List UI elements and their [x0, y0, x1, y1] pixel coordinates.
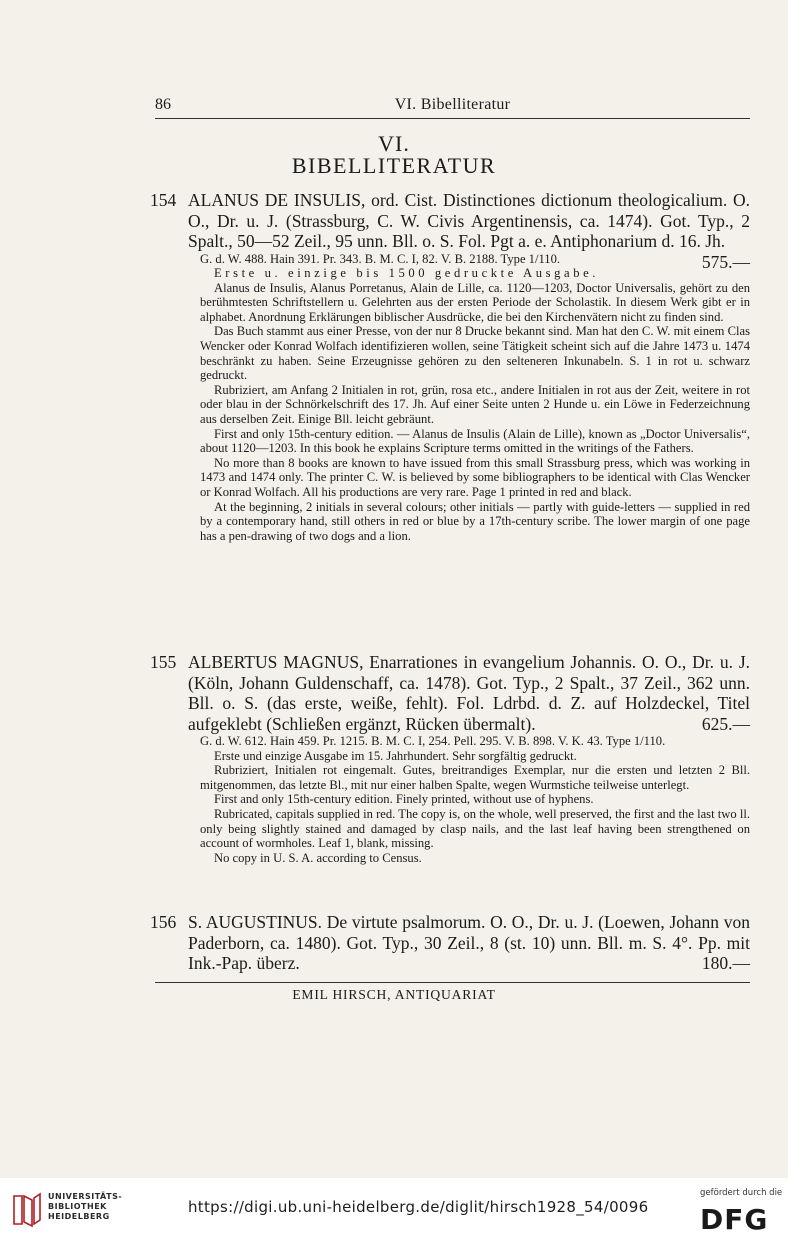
note-paragraph: Alanus de Insulis, Alanus Porretanus, Alain de Lille, ca. 1120—1203, Doctor Universalis, gehört zu den berühmtesten Schriftstellern u. Gelehrten aus der ersten Periode der Scholastik. In diesem Werk gibt er in alphabet. Anordnung Erklärungen biblischer Ausdrücke, die bei den Kirchenvätern nicht zu finden sind. — [200, 280, 750, 324]
university-library-logo-icon[interactable] — [10, 1190, 44, 1230]
note-references: G. d. W. 488. Hain 391. Pr. 343. B. M. C. I, 82. V. B. 2188. Type 1/110. — [200, 251, 561, 266]
entry-title-text: S. AUGUSTINUS. De virtute psalmorum. O. O., Dr. u. J. (Loewen, Johann von Paderborn, ca. 1480). Got. Typ., 30 Zeil., 8 (st. 10) unn. Bll. m. S. 4°. Pp. mit Ink.-Pap. überz. — [188, 912, 750, 973]
chapter-title: BIBELLITERATUR — [291, 153, 497, 178]
catalog-entry — [150, 912, 750, 974]
note-references: G. d. W. 612. Hain 459. Pr. 1215. B. M. C. I, 254. Pell. 295. V. B. 898. V. K. 43. Type 1/110. — [200, 734, 666, 748]
viewer-footer-bar — [0, 1178, 788, 1238]
header-rule — [155, 118, 750, 119]
entry-price: 575.— — [701, 251, 750, 272]
note-edition: Erste u. einzige bis 1500 gedruckte Ausgabe. — [214, 266, 600, 281]
footer-rule — [155, 982, 750, 983]
entry-title-text: ALBERTUS MAGNUS, Enarrationes in evangelium Johannis. O. O., Dr. u. J. (Köln, Johann Guldenschaff, ca. 1478). Got. Typ., 2 Spalt., 37 Zeil., 362 unn. Bll. o. S. (das erste, weiße, fehlt). Fol. Ldrbd. d. Z. auf Holzdeckel, Titel aufgeklebt (Schließen ergänzt, Rücken übermalt). — [188, 652, 750, 734]
entry-title-text: ALANUS DE INSULIS, ord. Cist. Distinctiones dictionum theologicalium. O. O., Dr. u. J. (Strassburg, C. W. Civis Argentinensis, ca. 1474). Got. Typ., 2 Spalt., 50—52 Zeil., 95 unn. Bll. o. S. Fol. Pgt a. e. Antiphonarium d. 16. Jh. — [188, 190, 750, 251]
entry-title — [188, 912, 750, 974]
catalog-entry — [150, 652, 750, 865]
note-paragraph: At the beginning, 2 initials in several colours; other initials — partly with guide-letters — supplied in red by a contemporary hand, still others in red or blue by a 17th-century scribe. The lower margin of one page has a pen-drawing of two dogs and a lion. — [200, 499, 750, 543]
page-number: 86 — [155, 96, 171, 113]
institution-name[interactable] — [48, 1192, 122, 1222]
institution-line: UNIVERSITÄTS- — [48, 1192, 123, 1201]
chapter-number: VI. — [378, 131, 410, 156]
institution-line: HEIDELBERG — [48, 1212, 110, 1221]
entry-number: 154 — [150, 190, 177, 210]
note-paragraph: Rubriziert, am Anfang 2 Initialen in rot, grün, rosa etc., andere Initialen in rot aus der Zeit, weitere in rot oder blau in der Schnörkelschrift des 17. Jh. Auf einer Seite unten 2 Hunde u. ein Löwe in Federzeichnung aus derselben Zeit. Einige Bll. leicht gebräunt. — [200, 382, 750, 427]
dfg-logo[interactable]: DFG — [700, 1203, 769, 1236]
note-paragraph: No more than 8 books are known to have issued from this small Strassburg press, which was working in 1473 and 1474 only. The printer C. W. is believed by some bibliographers to be identical with Clas Wencker or Konrad Wolfach. All his productions are very rare. Page 1 printed in red and black. — [200, 455, 750, 499]
permalink-url[interactable]: https://digi.ub.uni-heidelberg.de/diglit/hirsch1928_54/0096 — [188, 1198, 649, 1216]
catalog-entry — [150, 190, 750, 543]
note-paragraph: Das Buch stammt aus einer Presse, von der nur 8 Drucke bekannt sind. Man hat den C. W. mit einem Clas Wencker oder Konrad Wolfach identifizieren wollen, seine Tätigkeit scheint sich auf die Jahre 1473 u. 1474 beschränkt zu haben. Seine Erzeugnisse gehören zu den selteneren Inkunabeln. S. 1 in rot u. schwarz gedruckt. — [200, 324, 750, 383]
entry-notes — [200, 252, 750, 544]
note-paragraph: No copy in U. S. A. according to Census. — [214, 850, 422, 865]
running-title: VI. Bibelliteratur — [394, 96, 511, 113]
entry-number: 156 — [150, 912, 177, 932]
funding-note: gefördert durch die — [700, 1188, 783, 1198]
entry-notes — [200, 734, 750, 865]
note-edition: Erste und einzige Ausgabe im 15. Jahrhundert. Sehr sorgfältig gedruckt. — [214, 748, 577, 763]
entry-price: 625.— — [701, 713, 750, 734]
entry-number: 155 — [150, 652, 177, 672]
note-paragraph: Rubriziert, Initialen rot eingemalt. Gutes, breitrandiges Exemplar, nur die ersten und letzten 2 Bll. mitgenommen, das letzte Bl., mit nur einer halben Spalte, wegen Wurmstiche teilweise unterlegt. — [200, 763, 750, 792]
publisher-imprint: EMIL HIRSCH, ANTIQUARIAT — [292, 987, 496, 1002]
running-header — [155, 96, 750, 118]
note-paragraph: Rubricated, capitals supplied in red. The copy is, on the whole, well preserved, the first and the last two ll. only being slightly stained and damaged by clasp nails, and the last leaf having been strengthened on account of wormholes. Leaf 1, blank, missing. — [200, 806, 750, 851]
note-paragraph: First and only 15th-century edition. Finely printed, without use of hyphens. — [214, 792, 594, 807]
note-paragraph: First and only 15th-century edition. — Alanus de Insulis (Alain de Lille), known as „Doctor Universalis“, about 1120—1203. In this book he explains Scripture terms omitted in the writings of the Fathers. — [200, 426, 750, 456]
entry-price: 180.— — [701, 953, 750, 973]
institution-line: BIBLIOTHEK — [48, 1202, 107, 1211]
entry-title — [188, 652, 750, 734]
